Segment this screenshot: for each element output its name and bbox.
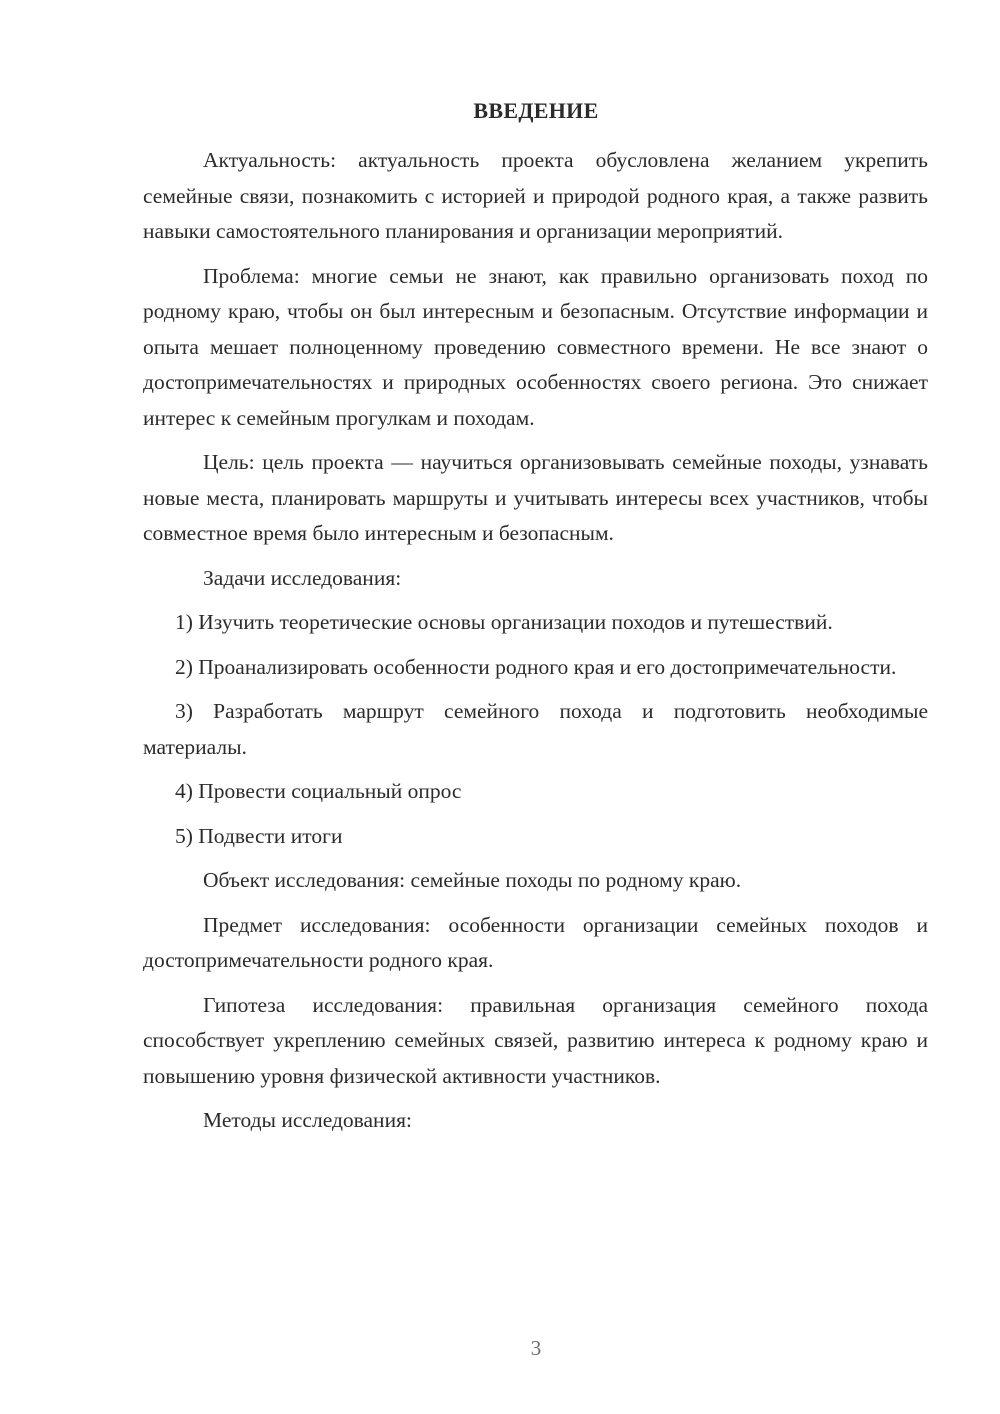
paragraph-methods: Методы исследования:: [203, 1108, 412, 1132]
paragraph-object: Объект исследования: семейные походы по родному краю.: [203, 868, 742, 892]
task-item-1: 1) Изучить теоретические основы организации походов и путешествий.: [175, 610, 833, 634]
paragraph-goal: Цель: цель проекта — научиться организовывать семейные походы, узнавать новые места, планировать маршруты и учитывать интересы всех участников, чтобы совместное время было интересным и безопасным.: [143, 450, 928, 545]
paragraph-relevance: Актуальность: актуальность проекта обусловлена желанием укрепить семейные связи, познакомить с историей и природой родного края, а также развить навыки самостоятельного планирования и организации мероприятий.: [143, 148, 928, 243]
task-item-3: 3) Разработать маршрут семейного похода и подготовить необходимые материалы.: [143, 699, 928, 759]
task-item-2: 2) Проанализировать особенности родного края и его достопримечательности.: [175, 654, 897, 679]
paragraph-hypothesis: Гипотеза исследования: правильная организация семейного похода способствует укреплению семейных связей, развитию интереса к родному краю и повышению уровня физической активности участников.: [143, 992, 928, 1088]
paragraph-problem: Проблема: многие семьи не знают, как правильно организовать поход по родному краю, чтобы он был интересным и безопасным. Отсутствие информации и опыта мешает полноценному проведению совместного времени. Не все знают о достопримечательностях и природных особенностях своего региона. Это снижает интерес к семейным прогулкам и походам.: [143, 263, 928, 430]
paragraph-tasks-heading: Задачи исследования:: [203, 565, 402, 590]
paragraph-subject: Предмет исследования: особенности организации семейных походов и достопримечательности родного края.: [143, 912, 928, 972]
page-title: ВВЕДЕНИЕ: [473, 98, 599, 123]
body-text: [143, 143, 928, 1148]
page-number: 3: [530, 1336, 542, 1360]
task-item-4: 4) Провести социальный опрос: [175, 779, 462, 803]
task-item-5: 5) Подвести итоги: [175, 823, 343, 848]
